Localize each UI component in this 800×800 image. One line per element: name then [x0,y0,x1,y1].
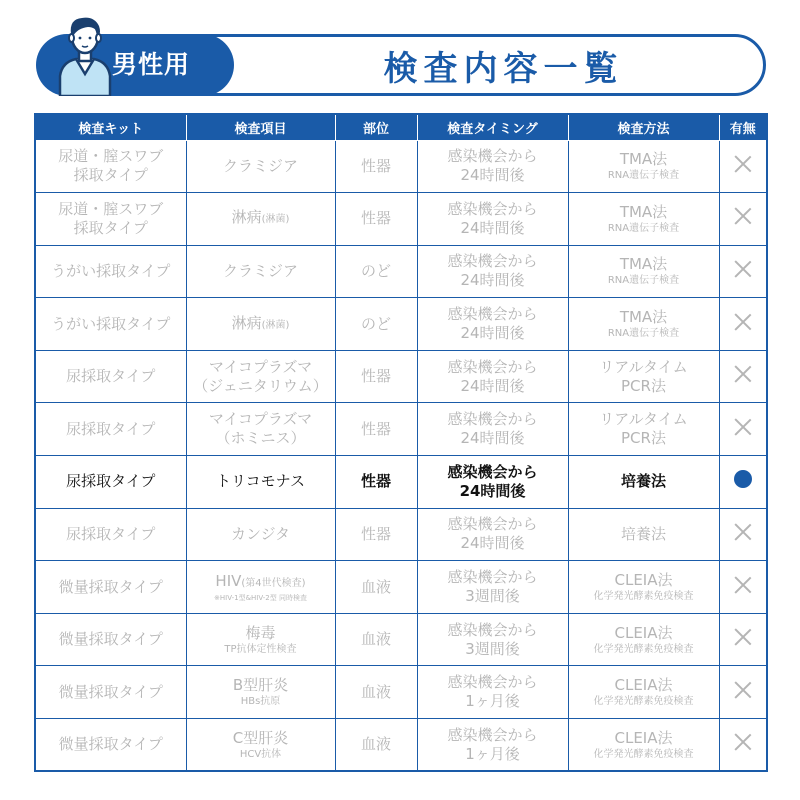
cell-kit [35,561,186,614]
cell-part: 性器 [335,193,417,246]
method-name: 培養法 [620,524,666,543]
method-name: リアルタイム [599,357,688,376]
unavailable-cross-icon [734,365,752,383]
method-sub: 化学発光酵素免疫検査 [593,696,694,708]
table-row [35,140,767,193]
cell-method [568,456,719,509]
kit-line: 微量採取タイプ [58,735,163,754]
header-item: 検査項目 [186,114,335,140]
item-sub: HCV抗体 [239,748,282,760]
timing-line: 感染機会から [447,147,538,166]
cell-timing [417,508,568,561]
cell-timing [417,245,568,298]
timing-line: 感染機会から [447,305,538,324]
cell-method [568,140,719,193]
cell-item [186,403,335,456]
unavailable-cross-icon [734,681,752,699]
timing-line: 感染機会から [447,410,538,429]
kit-line: 尿採取タイプ [66,524,156,543]
table-row [35,561,767,614]
method-name: TMA法 [619,255,668,274]
item-name: B型肝炎 [232,676,289,695]
cell-part: 血液 [335,561,417,614]
timing-line: 感染機会から [447,462,538,481]
cell-part: のど [335,245,417,298]
cell-part: 性器 [335,456,417,509]
kit-line: 尿採取タイプ [66,419,156,438]
cell-kit [35,508,186,561]
available-dot-icon [734,470,752,488]
header-timing: 検査タイミング [417,114,568,140]
cell-method [568,350,719,403]
timing-line: 1ヶ月後 [465,692,520,711]
cell-availability [719,140,767,193]
kit-line: 尿道・膣スワブ [58,147,164,166]
cell-timing [417,561,568,614]
table-row [35,245,767,298]
cell-timing [417,613,568,666]
cell-method [568,561,719,614]
cell-availability [719,561,767,614]
cell-kit [35,456,186,509]
cell-item [186,245,335,298]
cell-item [186,298,335,351]
timing-line: 24時間後 [459,481,526,500]
header-kit: 検査キット [35,114,186,140]
kit-line: 採取タイプ [73,166,148,185]
table-row [35,719,767,772]
item-line2: （ホミニス） [215,429,306,448]
cell-timing [417,140,568,193]
timing-line: 感染機会から [447,252,538,271]
header-part: 部位 [335,114,417,140]
timing-line: 24時間後 [460,534,525,553]
cell-kit [35,350,186,403]
cell-availability [719,403,767,456]
item-name: マイコプラズマ [208,357,313,376]
cell-method [568,298,719,351]
cell-timing [417,456,568,509]
method-name: CLEIA法 [614,728,673,747]
cell-part: 血液 [335,666,417,719]
timing-line: 3週間後 [465,639,520,658]
cell-item [186,613,335,666]
cell-part: 血液 [335,613,417,666]
cell-availability [719,298,767,351]
cell-kit [35,298,186,351]
cell-availability [719,350,767,403]
cell-availability [719,193,767,246]
item-sub: TP抗体定性検査 [224,643,297,655]
cell-kit [35,403,186,456]
cell-timing [417,403,568,456]
kit-line: 尿採取タイプ [66,367,156,386]
cell-availability [719,508,767,561]
cell-part: 血液 [335,719,417,772]
method-name: CLEIA法 [614,676,673,695]
cell-availability [719,666,767,719]
timing-line: 感染機会から [447,199,538,218]
method-sub: RNA遺伝子検査 [607,275,680,287]
header-method: 検査方法 [568,114,719,140]
table-row [35,350,767,403]
method-name: CLEIA法 [614,571,673,590]
cell-item [186,508,335,561]
kit-line: 尿採取タイプ [66,472,156,491]
unavailable-cross-icon [734,313,752,331]
item-sub: (淋菌) [261,319,290,331]
table-row [35,508,767,561]
cell-timing [417,666,568,719]
method-sub: RNA遺伝子検査 [607,222,680,234]
cell-item [186,350,335,403]
cell-timing [417,298,568,351]
cell-part: のど [335,298,417,351]
timing-line: 24時間後 [460,166,525,185]
cell-item [186,140,335,193]
timing-line: 感染機会から [447,620,538,639]
table-row [35,403,767,456]
item-name: 淋病 [231,313,262,332]
unavailable-cross-icon [734,418,752,436]
timing-line: 24時間後 [460,429,525,448]
method-name: TMA法 [619,202,668,221]
item-name: クラミジア [222,156,298,175]
item-name: マイコプラズマ [208,410,313,429]
page-title: 検査内容一覧 [383,48,624,89]
method-sub: 化学発光酵素免疫検査 [593,643,694,655]
cell-timing [417,193,568,246]
cell-timing [417,719,568,772]
cell-kit [35,140,186,193]
cell-method [568,245,719,298]
cell-item [186,456,335,509]
cell-availability [719,245,767,298]
timing-line: 24時間後 [460,324,525,343]
cell-method [568,403,719,456]
male-badge-label: 男性用 [112,50,191,79]
item-line2: （ジェニタリウム） [193,376,328,395]
method-name: CLEIA法 [614,623,673,642]
cell-kit [35,613,186,666]
cell-availability [719,613,767,666]
cell-part: 性器 [335,403,417,456]
cell-item [186,666,335,719]
cell-item [186,193,335,246]
table-row [35,613,767,666]
item-sub: HBs抗原 [240,696,281,708]
man-avatar-icon [56,10,114,96]
cell-part: 性器 [335,350,417,403]
unavailable-cross-icon [734,576,752,594]
timing-line: 1ヶ月後 [465,744,520,763]
unavailable-cross-icon [734,628,752,646]
table-row [35,298,767,351]
cell-kit [35,719,186,772]
timing-line: 24時間後 [460,271,525,290]
cell-method [568,719,719,772]
kit-line: 尿道・膣スワブ [58,199,164,218]
table-row [35,193,767,246]
item-name: C型肝炎 [232,728,289,747]
kit-line: 微量採取タイプ [58,577,163,596]
cell-method [568,613,719,666]
timing-line: 感染機会から [447,515,538,534]
timing-line: 感染機会から [447,725,538,744]
cell-availability [719,719,767,772]
item-name: 淋病 [231,208,262,227]
cell-kit [35,245,186,298]
method-name: TMA法 [619,308,668,327]
item-sub: (第4世代検査) [241,577,306,589]
method-name: 培養法 [620,472,666,491]
item-name: トリコモナス [215,472,306,491]
method-line2: PCR法 [621,376,666,395]
kit-line: 微量採取タイプ [58,682,163,701]
method-name: リアルタイム [599,410,688,429]
method-name: TMA法 [619,150,668,169]
method-sub: 化学発光酵素免疫検査 [593,591,694,603]
timing-line: 感染機会から [447,357,538,376]
table-row [35,666,767,719]
cell-method [568,666,719,719]
page-header [36,10,766,100]
table-row [35,456,767,509]
cell-part: 性器 [335,508,417,561]
item-sub: (淋菌) [261,214,290,226]
method-sub: RNA遺伝子検査 [607,170,680,182]
item-name: 梅毒 [245,623,276,642]
cell-method [568,193,719,246]
unavailable-cross-icon [734,260,752,278]
timing-line: 24時間後 [460,218,525,237]
unavailable-cross-icon [734,207,752,225]
table-header-row [35,114,767,140]
unavailable-cross-icon [734,523,752,541]
kit-line: 採取タイプ [73,218,148,237]
item-name: カンジタ [230,524,291,543]
kit-line: 微量採取タイプ [58,630,163,649]
item-note: ※HIV-1型&HIV-2型 同時検査 [214,593,307,602]
timing-line: 24時間後 [460,376,525,395]
item-name: HIV [215,571,242,590]
kit-line: うがい採取タイプ [51,261,171,280]
timing-line: 感染機会から [447,673,538,692]
timing-line: 3週間後 [465,587,520,606]
test-content-table [34,113,766,771]
cell-timing [417,350,568,403]
method-sub: 化学発光酵素免疫検査 [593,748,694,760]
cell-item [186,719,335,772]
kit-line: うがい採取タイプ [51,314,171,333]
unavailable-cross-icon [734,155,752,173]
unavailable-cross-icon [734,733,752,751]
cell-part: 性器 [335,140,417,193]
cell-kit [35,666,186,719]
method-line2: PCR法 [621,429,666,448]
cell-availability [719,456,767,509]
item-name: クラミジア [222,261,298,280]
cell-method [568,508,719,561]
cell-kit [35,193,186,246]
timing-line: 感染機会から [447,568,538,587]
method-sub: RNA遺伝子検査 [607,328,680,340]
header-availability: 有無 [719,114,767,140]
cell-item [186,561,335,614]
